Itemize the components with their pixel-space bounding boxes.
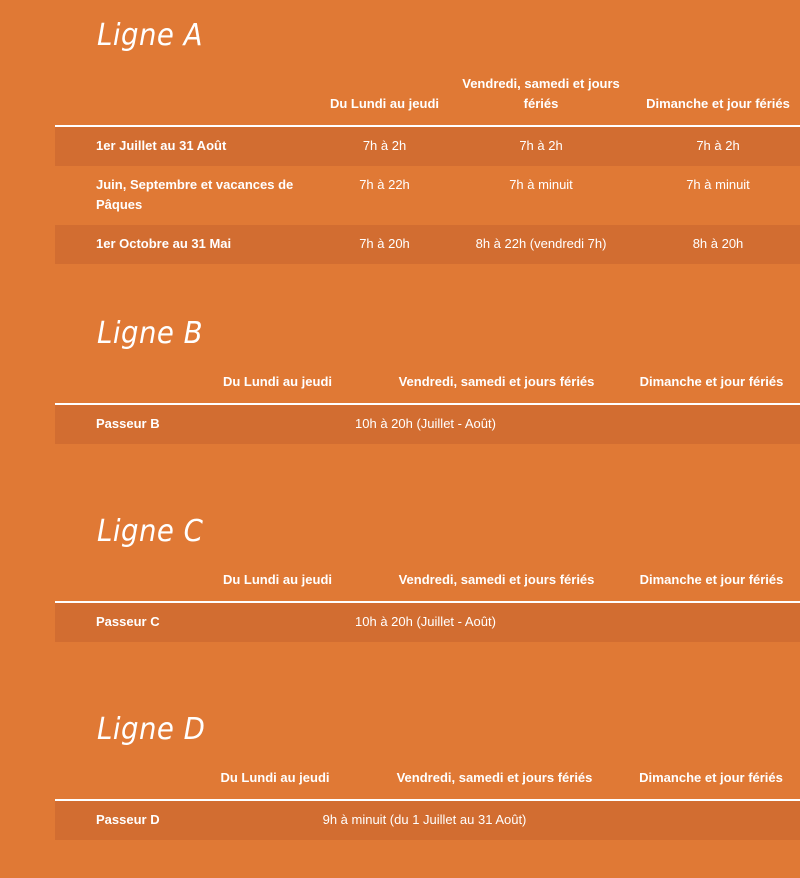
header-weekdays: Du Lundi au jeudi <box>222 572 333 587</box>
ligne-a-title: Ligne A <box>97 18 203 53</box>
table-header-row <box>55 74 800 126</box>
hours-cell: 10h à 20h (Juillet - Août) <box>185 602 800 642</box>
header-sunday: Dimanche et jour fériés <box>639 572 784 587</box>
header-weekdays: Du Lundi au jeudi <box>329 96 440 111</box>
passeur-cell: Passeur D <box>55 800 183 840</box>
period-cell: 1er Octobre au 31 Mai <box>55 225 323 264</box>
table-header-row <box>55 372 800 404</box>
ligne-b-title: Ligne B <box>97 316 203 351</box>
header-weekdays: Du Lundi au jeudi <box>222 374 333 389</box>
header-weekdays: Du Lundi au jeudi <box>220 770 330 785</box>
header-empty <box>55 74 323 126</box>
table-header-row <box>55 570 800 602</box>
passeur-cell: Passeur C <box>55 602 185 642</box>
period-cell: Juin, Septembre et vacances de Pâques <box>96 177 294 212</box>
hours-cell: 8h à 22h (vendredi 7h) <box>446 225 636 264</box>
hours-cell: 8h à 20h <box>636 225 800 264</box>
period-cell: 1er Juillet au 31 Août <box>55 126 323 166</box>
ligne-d-table <box>55 768 800 840</box>
hours-cell: 7h à minuit <box>509 177 573 192</box>
ligne-c-table <box>55 570 800 642</box>
hours-cell: 7h à 2h <box>446 126 636 166</box>
ligne-b-table <box>55 372 800 444</box>
hours-cell: 7h à minuit <box>686 177 750 192</box>
hours-cell: 7h à 20h <box>323 225 446 264</box>
ligne-a-table <box>55 74 800 264</box>
hours-cell: 10h à 20h (Juillet - Août) <box>185 404 800 444</box>
table-row <box>55 126 800 166</box>
hours-cell: 9h à minuit (du 1 Juillet au 31 Août) <box>183 800 800 840</box>
header-empty <box>55 768 183 800</box>
hours-cell: 7h à 22h <box>359 177 410 192</box>
ligne-d-title: Ligne D <box>97 712 206 747</box>
table-row <box>55 800 800 840</box>
table-header-row <box>55 768 800 800</box>
table-row <box>55 225 800 264</box>
header-friday-saturday: Vendredi, samedi et jours fériés <box>398 572 595 587</box>
table-row <box>55 602 800 642</box>
header-empty <box>55 372 185 404</box>
header-sunday: Dimanche et jour fériés <box>646 96 790 111</box>
hours-cell: 7h à 2h <box>636 126 800 166</box>
header-sunday: Dimanche et jour fériés <box>639 374 784 389</box>
table-row <box>55 166 800 225</box>
header-friday-saturday: Vendredi, samedi et jours fériés <box>396 770 593 785</box>
hours-cell: 7h à 2h <box>323 126 446 166</box>
header-empty <box>55 570 185 602</box>
table-row <box>55 404 800 444</box>
header-friday-saturday: Vendredi, samedi et jours fériés <box>398 374 595 389</box>
ligne-c-title: Ligne C <box>97 514 204 549</box>
passeur-cell: Passeur B <box>55 404 185 444</box>
header-sunday: Dimanche et jour fériés <box>639 770 783 785</box>
header-friday-saturday: Vendredi, samedi et jours fériés <box>462 76 620 111</box>
